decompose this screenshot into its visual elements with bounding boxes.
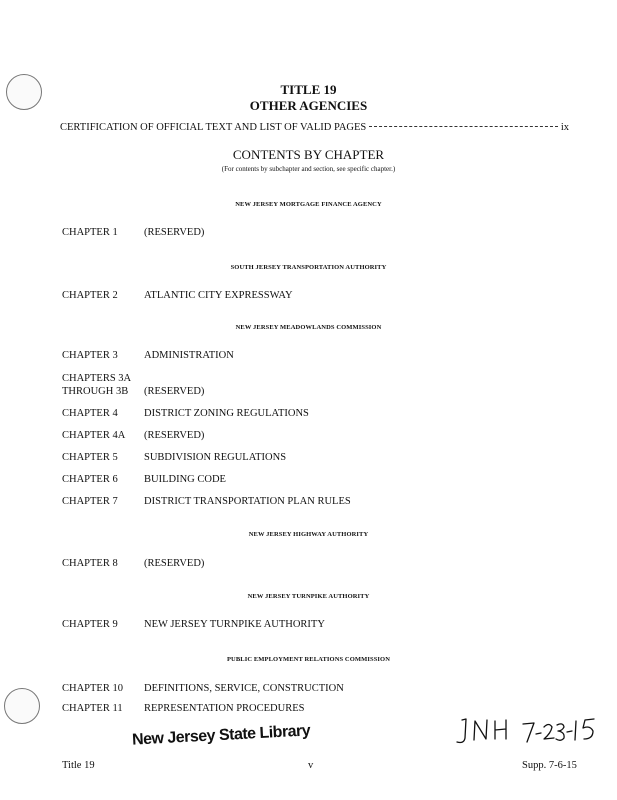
- chapter-number: CHAPTER 8: [62, 558, 118, 569]
- certification-label: CERTIFICATION OF OFFICIAL TEXT AND LIST OF VALID PAGES: [60, 122, 367, 133]
- chapter-number: CHAPTER 7: [62, 496, 118, 507]
- chapter-number: CHAPTER 5: [62, 452, 118, 463]
- chapter-number: CHAPTER 6: [62, 474, 118, 485]
- chapter-number: CHAPTER 1: [62, 227, 118, 238]
- chapter-number: CHAPTER 4A: [62, 430, 126, 441]
- chapter-row: [62, 372, 204, 398]
- title-block: [0, 82, 617, 114]
- footer-page-number: v: [308, 760, 314, 771]
- chapter-number: CHAPTER 9: [62, 619, 118, 630]
- chapter-row: [62, 702, 304, 715]
- chapter-number: CHAPTERS 3A THROUGH 3B: [62, 373, 132, 397]
- chapter-row: [62, 682, 344, 695]
- chapter-row: [62, 407, 309, 420]
- agency-heading: SOUTH JERSEY TRANSPORTATION AUTHORITY: [230, 264, 387, 271]
- agency-heading: PUBLIC EMPLOYMENT RELATIONS COMMISSION: [226, 656, 390, 663]
- agency-heading: NEW JERSEY MORTGAGE FINANCE AGENCY: [235, 201, 382, 208]
- chapter-number: CHAPTER 11: [62, 703, 123, 714]
- chapter-name: (RESERVED): [144, 430, 205, 441]
- chapter-name: ATLANTIC CITY EXPRESSWAY: [144, 290, 293, 301]
- chapter-row: [62, 557, 204, 570]
- certification-line: [60, 122, 569, 133]
- handwritten-initials-date: [448, 712, 598, 752]
- page-title: TITLE 19: [280, 82, 337, 97]
- chapter-row: [62, 618, 325, 631]
- footer-supplement: Supp. 7-6-15: [522, 760, 577, 771]
- chapter-name: (RESERVED): [144, 558, 205, 569]
- chapter-row: [62, 429, 204, 442]
- chapter-row: [62, 473, 226, 486]
- footer-title: Title 19: [62, 760, 95, 771]
- page-subtitle: OTHER AGENCIES: [249, 98, 368, 113]
- chapter-number: CHAPTER 3: [62, 350, 118, 361]
- certification-page: ix: [560, 122, 569, 133]
- chapter-name: DEFINITIONS, SERVICE, CONSTRUCTION: [144, 683, 344, 694]
- chapter-number: CHAPTER 4: [62, 408, 118, 419]
- chapter-row: [62, 451, 286, 464]
- agency-heading: NEW JERSEY MEADOWLANDS COMMISSION: [235, 324, 382, 331]
- chapter-row: [62, 495, 351, 508]
- agency-heading: NEW JERSEY HIGHWAY AUTHORITY: [248, 531, 369, 538]
- contents-note: (For contents by subchapter and section, see specific chapter.): [221, 165, 396, 173]
- contents-heading: CONTENTS BY CHAPTER: [232, 147, 385, 162]
- chapter-name: REPRESENTATION PROCEDURES: [144, 703, 305, 714]
- chapter-number: CHAPTER 10: [62, 683, 123, 694]
- library-stamp: New Jersey State Library: [131, 722, 311, 749]
- chapter-name: (RESERVED): [144, 227, 205, 238]
- agency-heading: NEW JERSEY TURNPIKE AUTHORITY: [247, 593, 370, 600]
- chapter-number: CHAPTER 2: [62, 290, 118, 301]
- chapter-name: (RESERVED): [144, 386, 205, 397]
- chapter-name: DISTRICT ZONING REGULATIONS: [144, 408, 309, 419]
- dot-leader: [369, 126, 558, 127]
- chapter-row: [62, 289, 293, 302]
- chapter-row: [62, 226, 204, 239]
- chapter-name: SUBDIVISION REGULATIONS: [144, 452, 287, 463]
- chapter-name: ADMINISTRATION: [144, 350, 234, 361]
- chapter-name: NEW JERSEY TURNPIKE AUTHORITY: [144, 619, 325, 630]
- chapter-row: [62, 349, 234, 362]
- chapter-name: DISTRICT TRANSPORTATION PLAN RULES: [144, 496, 351, 507]
- punch-hole: [4, 688, 40, 724]
- chapter-name: BUILDING CODE: [144, 474, 226, 485]
